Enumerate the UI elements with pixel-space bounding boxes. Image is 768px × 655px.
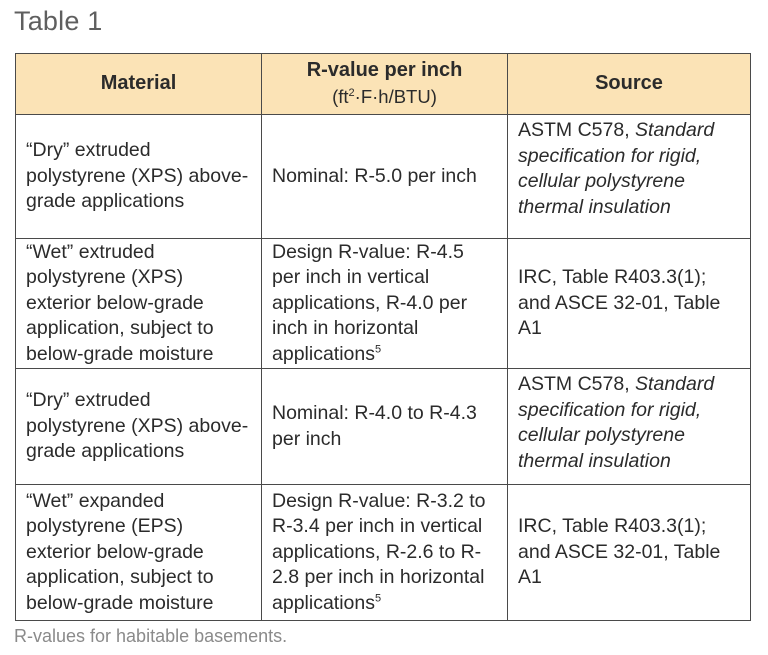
rvalue-text: Nominal: R-5.0 per inch bbox=[272, 164, 477, 187]
header-rvalue-unit bbox=[268, 84, 501, 110]
rvalue-table bbox=[15, 53, 751, 621]
header-source bbox=[508, 54, 751, 115]
source-italic-text: Standard specification for rigid, cellular polystyrene thermal insulation bbox=[518, 119, 715, 218]
source-text: IRC, Table R403.3(1); and ASCE 32-01, Table A1 bbox=[518, 266, 721, 340]
table-row bbox=[16, 485, 751, 621]
source-cell bbox=[508, 369, 751, 485]
rvalue-cell bbox=[262, 485, 508, 621]
header-source-label: Source bbox=[595, 72, 663, 95]
source-text: IRC, Table R403.3(1); and ASCE 32-01, Table A1 bbox=[518, 515, 721, 589]
rvalue-text: Design R-value: R-3.2 to R-3.4 per inch in vertical applications, R-2.6 to R-2.8 per inch in horizontal applications bbox=[272, 489, 486, 614]
rvalue-cell bbox=[262, 369, 508, 485]
header-material-label: Material bbox=[100, 72, 177, 95]
unit-suffix: ·F·h/BTU) bbox=[354, 85, 437, 107]
table-row bbox=[16, 239, 751, 369]
source-text: ASTM C578, bbox=[518, 373, 630, 395]
header-rvalue bbox=[262, 54, 508, 115]
material-cell: “Dry” extruded polystyrene (XPS) above-grade applications bbox=[16, 369, 262, 485]
material-cell: “Wet” extruded polystyrene (XPS) exterior below-grade application, subject to below-grade moisture bbox=[16, 239, 262, 369]
header-material bbox=[16, 54, 262, 115]
source-cell bbox=[508, 485, 751, 621]
rvalue-cell bbox=[262, 115, 508, 239]
unit-prefix: (ft bbox=[332, 85, 349, 107]
rvalue-text: Design R-value: R-4.5 per inch in vertical applications, R-4.0 per inch in horizontal applications bbox=[272, 240, 468, 365]
header-rvalue-label: R-value per inch bbox=[306, 59, 463, 82]
page-title: Table 1 bbox=[14, 6, 103, 36]
rvalue-footnote: 5 bbox=[374, 592, 382, 605]
table-row bbox=[16, 369, 751, 485]
rvalue-cell bbox=[262, 239, 508, 369]
source-cell bbox=[508, 115, 751, 239]
rvalue-text: Nominal: R-4.0 to R-4.3 per inch bbox=[272, 402, 477, 450]
source-cell bbox=[508, 239, 751, 369]
material-cell: “Dry” extruded polystyrene (XPS) above-grade applications bbox=[16, 115, 262, 239]
table-header-row bbox=[16, 54, 751, 115]
unit-superscript: 2 bbox=[348, 86, 355, 99]
source-italic-text: Standard specification for rigid, cellular polystyrene thermal insulation bbox=[518, 373, 715, 472]
source-text: ASTM C578, bbox=[518, 119, 630, 141]
table-caption: R-values for habitable basements. bbox=[14, 626, 288, 646]
rvalue-footnote: 5 bbox=[374, 343, 382, 356]
table-row bbox=[16, 115, 751, 239]
material-cell: “Wet” expanded polystyrene (EPS) exterior below-grade application, subject to below-grade moisture bbox=[16, 485, 262, 621]
